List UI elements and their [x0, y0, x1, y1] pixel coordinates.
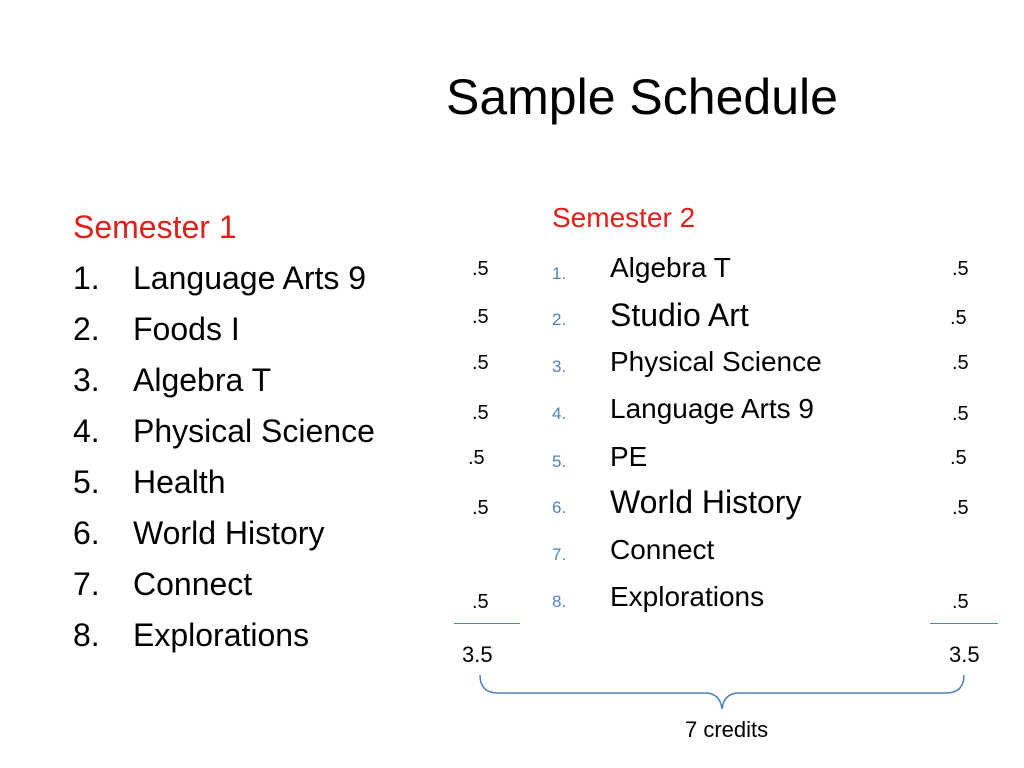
semester1-item-label: Language Arts 9 [133, 260, 367, 296]
semester1-heading: Semester 1 [73, 209, 237, 245]
semester2-credit: .5 [952, 403, 969, 425]
semester2-item-number: 7. [552, 545, 567, 564]
semester1-item [73, 309, 240, 349]
semester2-item-label: Explorations [610, 581, 765, 612]
semester1-item [73, 360, 271, 400]
semester1-item-number: 8. [73, 617, 100, 653]
semester2-credit: .5 [952, 497, 969, 519]
semester2-item-number: 1. [552, 264, 567, 283]
semester2-item-number: 3. [552, 357, 567, 376]
semester1-credit: .5 [472, 402, 489, 424]
semester2-item-label: Physical Science [610, 346, 822, 377]
semester2-credit: .5 [950, 307, 967, 329]
semester1-sum-rule [454, 623, 520, 624]
brace-icon [470, 665, 980, 725]
combined-credits-label: 7 credits [685, 717, 769, 742]
semester1-credit: .5 [472, 591, 489, 613]
semester2-item-label: Algebra T [610, 252, 731, 283]
semester1-item [73, 258, 366, 298]
semester2-item-number: 8. [552, 592, 567, 611]
semester1-credit: .5 [472, 306, 489, 328]
semester1-item [73, 462, 226, 502]
semester1-credit: .5 [468, 447, 485, 469]
semester1-item-number: 1. [73, 260, 100, 296]
semester2-credit: .5 [950, 447, 967, 469]
semester2-item-label: PE [610, 441, 648, 472]
semester1-item-label: Explorations [133, 617, 310, 653]
semester2-item-number: 4. [552, 404, 567, 423]
semester2-item-number: 6. [552, 498, 567, 517]
semester2-credit: .5 [952, 591, 969, 613]
semester1-item [73, 615, 309, 655]
semester2-item-label: World History [610, 484, 802, 520]
semester2-item-label: Connect [610, 534, 715, 565]
semester1-item [73, 564, 252, 604]
semester1-item-number: 6. [73, 515, 100, 551]
semester2-total: 3.5 [949, 642, 980, 667]
semester1-item-number: 5. [73, 464, 100, 500]
semester2-item-label: Language Arts 9 [610, 393, 814, 424]
semester2-item-number: 5. [552, 452, 567, 471]
semester1-item [73, 411, 375, 451]
semester1-item [73, 513, 324, 553]
semester2-sum-rule [930, 623, 998, 624]
semester1-item-number: 4. [73, 413, 100, 449]
slide-title: Sample Schedule [446, 69, 838, 125]
semester1-item-label: Algebra T [133, 362, 272, 398]
semester1-item-label: Health [133, 464, 226, 500]
semester1-total: 3.5 [462, 642, 493, 667]
semester1-item-number: 7. [73, 566, 100, 602]
semester1-item-label: World History [133, 515, 325, 551]
semester1-credit: .5 [472, 258, 489, 280]
semester1-item-number: 2. [73, 311, 100, 347]
semester2-heading: Semester 2 [552, 202, 696, 233]
semester2-credit: .5 [952, 258, 969, 280]
semester1-credit: .5 [472, 497, 489, 519]
semester2-item-number: 2. [552, 310, 567, 329]
semester2-credit: .5 [952, 352, 969, 374]
semester1-item-label: Physical Science [133, 413, 375, 449]
semester1-item-label: Connect [133, 566, 253, 602]
semester1-credit: .5 [472, 352, 489, 374]
semester2-item-label: Studio Art [610, 297, 749, 333]
semester1-item-number: 3. [73, 362, 100, 398]
semester1-item-label: Foods I [133, 311, 240, 347]
